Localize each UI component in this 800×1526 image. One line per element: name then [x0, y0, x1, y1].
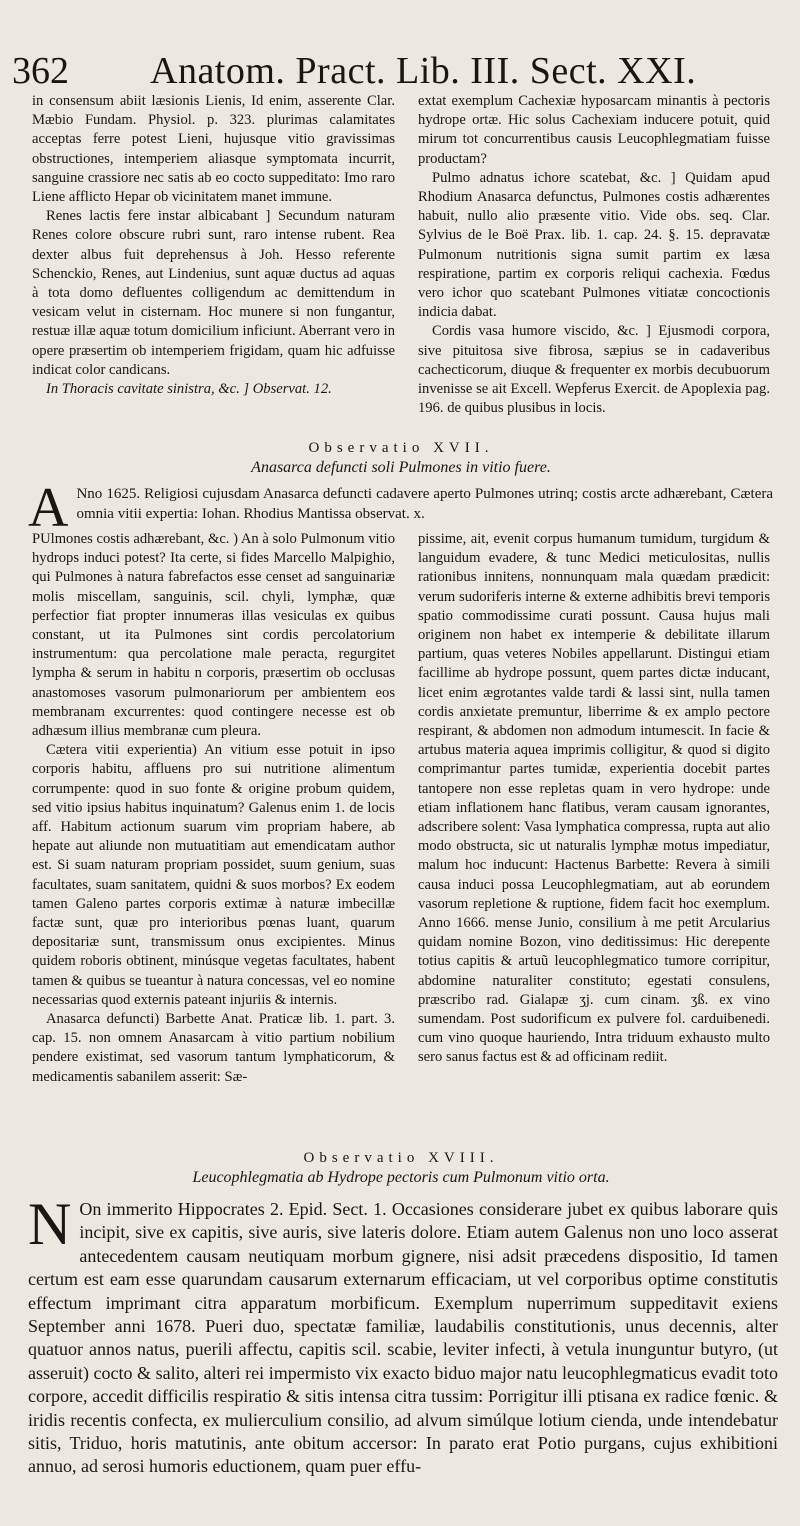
paragraph: Cordis vasa humore viscido, &c. ] Ejusmodi corpora, sive pituitosa sive fibrosa, sæpius se in cadaveribus cachecticorum, diuque & frequenter ex morbis decubuorum invenisse se ait Excell. Wepferus Exercit. de Apoplexia pag. 196. de quibus plusibus in locis. [418, 323, 770, 417]
right-column-top [418, 92, 770, 418]
paragraph: pissime, ait, evenit corpus humanum tumidum, turgidum & languidum evadere, & tunc Medici meticulositas, nullis rationibus innitens, nonnunquam mala quædam prædicit: verum sudoriferis interne & externe adhibitis brevi temporis spatio commodissime curati possunt. Causa hujus mali originem non habet ex intemperie & debilitate illarum partium, quas veteres Nobiles appellarunt. Distingui etiam facillime ab hydrope possunt, quem partes dictæ inducant, licet enim ægrotantes valde tardi & lassi sint, nulla tamen cordis anxietate premuntur, liberrime & ex amplo pectore respirant, & abdomen non admodum intumescit. In facie & artubus materia aquea imprimis colligitur, & quod si digito comprimantur partes tumidæ, experientia docebit partes tantopere non esse repletas quam in vero hydrope: unde etiam inflationem hanc flatibus, veram causam ignorantes, adscribere solent: Vasa lymphatica compressa, rupta aut alio modo obstructa, sic ut naturalis lymphæ motus impediatur, malum hoc inducunt: Hactenus Barbette: Revera à simili causa induci possa Leucophlegmatiam, aut ab eorundem vasorum repletione & ruptione, fidem facit hoc exemplum. Anno 1666. mense Junio, consilium à me petit Arcularius quidam nomine Bozon, vino deditissimus: Hic derepente totius capitis & artuũ leucophlegmatico tumore corripitur, abdomine naturaliter constituto; egestati consulens, præscribo rad. Gialapæ ʒj. cum cinam. ʒß. ex vino sumendam. Post sudorificum ex pulvere fol. carduibenedi. cum vino quoque hauriendo, Intra triduum exhausto multo sero sanus factus est & ad officinam rediit. [418, 531, 770, 1066]
observation-title: Observatio XVIII. [303, 1150, 499, 1166]
drop-cap: N [28, 1191, 72, 1257]
paragraph: Renes lactis fere instar albicabant ] Secundum naturam Renes colore obscure rubri sunt, raro intense rubent. Rea dexter albus fuit deprehensus à Joh. Hesso referente Schenckio, Renes, aut Lindenius, sunt aquæ ductus ad aquas à tota domo defluentes colligendum ac demittendum in vesicam velut in cisternam. Hoc munere si non fungantur, restuæ illæ aquæ totum domicilium inficiunt. Aberrant vero in opere præsertim ob intemperiem frigidam, quam hic adfuisse indicat color candicans. [32, 208, 395, 378]
observation-subtitle: Leucophlegmatia ab Hydrope pectoris cum Pulmonum vitio orta. [192, 1169, 610, 1186]
paragraph: extat exemplum Cachexiæ hyposarcam minantis à pectoris hydrope ortæ. Hic solus Cachexiam inducere potuit, quid mirum tot concurrentibus causis Leucophlegmatiam fuisse productam? [418, 93, 770, 167]
observation-18-text [28, 1191, 778, 1479]
left-column-top [32, 92, 395, 399]
paragraph: in consensum abiit læsionis Lienis, Id enim, asserente Clar. Mæbio Fundam. Physiol. p. 323. plurimas calamitates acceptas ferre potest Lieni, hujusque vitio gravissimas obstructiones, intemperiem aliasque symptomata incurrit, sanguine crassiore nec satis ab eo cocto suppeditato: Imo raro Liene afflicto Hepar ob vicinitatem manet immune. [32, 93, 395, 206]
observation-18-heading [28, 1148, 774, 1188]
paragraph: Anasarca defuncti) Barbette Anat. Praticæ lib. 1. part. 3. cap. 15. non omnem Anasarcam à vitio partium nobilium pendere existimat, sed vasorum tantum lymphaticorum, & medicamentis sabanilem asserit: Sæ- [32, 1011, 395, 1085]
observation-17-right-column [418, 530, 770, 1068]
paragraph: In Thoracis cavitate sinistra, &c. ] Observat. 12. [46, 381, 332, 398]
paragraph: Cætera vitii experientia) An vitium esse potuit in ipso corporis habitu, affluens pro sui nutritione alimentum corrumpente: quod in suo fonte & origine probum quidem, sed vitio ipsius habitus inquinatum? Galenus enim 1. de locis aff. Habitum actionum suarum vim propriam habere, ab hepate aut aliunde non mutuatitiam aut emendicatam author est. Si suam naturam propriam possidet, suum genium, suas facultates, suam sanitatem, quidni & suos morbos? Ex eodem tamen Galeno partes corporis extimæ à naturæ imbecillæ factæ sunt, quæ pro interioribus pœnas luant, quarum depositariæ sunt, transmissum onus excipientes. Minus quidem roboris obtinent, minúsque vegetas facultates, habent tamen & quibus se tueantur à natura concessas, vel eo nomine necessarias quod externis pateant injuriis & internis. [32, 742, 395, 1008]
observation-17-intro [28, 477, 773, 539]
observation-subtitle: Anasarca defuncti soli Pulmones in vitio fuere. [251, 459, 551, 476]
observation-17-left-column [32, 530, 395, 1087]
paragraph: Pulmo adnatus ichore scatebat, &c. ] Quidam apud Rhodium Anasarca defunctus, Pulmones costis adhærentes habuit, nullo alio præsente vitio. Vide obs. seq. Clar. Sylvius de le Boë Prax. lib. 1. cap. 24. §. 15. depravatæ Pulmonum nutritionis signa sumit partim ex læsa respiratione, partim ex corporis reliqui cachexia. Fœdus vero ichor quo scatebant Pulmones vitiatæ concoctionis indicia dabat. [418, 169, 770, 321]
running-head: Anatom. Pract. Lib. III. Sect. XXI. [150, 50, 697, 92]
observation-text: On immerito Hippocrates 2. Epid. Sect. 1. Occasiones considerare jubet ex quibus laborare quis incipit, sive ex capitis, sive auris, sive lateris dolore. Etiam autem Galenus non uno loco asserat antecedentem causam neutiquam morbum gignere, nisi adsit præcedens dispositio, Id tamen certum est eam esse quarundam causarum externarum efficaciam, ut vel corporibus optime constitutis effectum imprimant citra apparatum morbificum. Exemplum nuperrimum suppeditavit exiens September anni 1678. Pueri duo, spectatæ familiæ, laudabilis constitutionis, unus decennis, alter quatuor annos natus, puerili affectu, capitis scil. scabie, leviter infecti, à vetula inunguntur butyro, (ut asseruit) cocto & salito, alteri rei impermisto vix exacto biduo major natu leucophlegmaticus evadit toto corpore, accedit difficilis respiratio & sitis intensa citra tussim: Porrigitur illi ptisana ex radice fœnic. & iridis recentis confecta, ex mulierculium consilio, ad alvum simúlque lotium cienda, unde intendebatur sitis, Triduo, horis matutinis, ante obitum accersor: In parato erat Potio purgans, cujus exhibitioni annuo, ad serosi humoris eductionem, quam puer effu- [28, 1199, 778, 1477]
observation-title: Observatio XVII. [308, 440, 494, 456]
page-number: 362 [12, 50, 69, 92]
drop-cap: A [28, 477, 69, 539]
observation-17-heading [28, 438, 774, 478]
intro-text: Nno 1625. Religiosi cujusdam Anasarca defuncti cadavere aperto Pulmones utrinq; costis arcte adhærebant, Cætera omnia vitii expertia: Iohan. Rhodius Mantissa observat. x. [76, 486, 773, 522]
paragraph: PUlmones costis adhærebant, &c. ) An à solo Pulmonum vitio hydrops induci potest? Ita certe, si fides Marcello Malpighio, qui Pulmones à natura fabrefactos esse censet ad sanguinariæ molis miscellam, sanguinis, scil. chyli, lymphæ, quæ perfectior fiat propter innumeras illas vesiculas ex quibus constant, ut ita Pulmones sint cordis percolatorium instrumentum: qua percolatione male peracta, regurgitet lympha & serum in habitu n corporis, præsertim ob occlusas anastomoses vasorum pulmonariorum per ambientem eos membranam excurrentes: quod contingere necesse est ob adhæsum illius membranæ cum pleura. [32, 531, 395, 740]
